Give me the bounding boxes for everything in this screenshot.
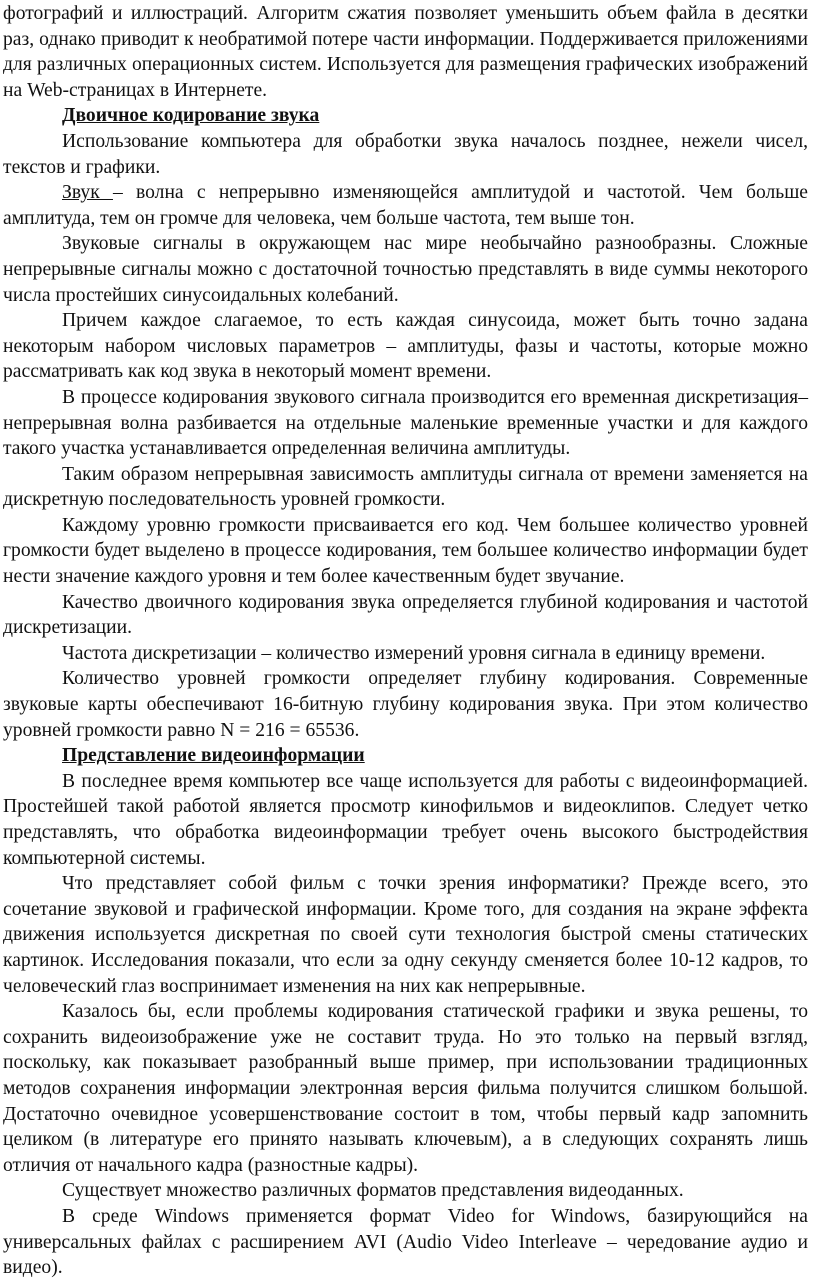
definition-sound: – волна с непрерывно изменяющейся амплитудой и частотой. Чем больше амплитуда, тем он громче для человека, чем больше частота, тем выше тон. [3, 182, 808, 229]
paragraph-sound-intro: Использование компьютера для обработки звука началось позднее, нежели чисел, текстов и графики. [3, 130, 808, 178]
paragraph-sound-definition [3, 180, 808, 231]
paragraph-key-frames: Казалось бы, если проблемы кодирования статической графики и звука решены, то сохранить видеоизображение уже не составит труда. Но это только на первый взгляд, поскольку, как показывает разобранный выше пример, при использовании традиционных методов сохранения информации электронная версия фильма получится слишком большой. Достаточно очевидное усовершенствование состоит в том, чтобы первый кадр запомнить целиком (в литературе его принято называть ключевым), а в следующих сохранять лишь отличия от начального кадра (разностные кадры). [3, 1001, 808, 1176]
section-heading-sound-encoding: Двоичное кодирование звука [62, 105, 320, 127]
paragraph-sinusoid-parameters: Причем каждое слагаемое, то есть каждая синусоида, может быть точно задана некоторым набором числовых параметров – амплитуды, фазы и частоты, которые можно рассматривать как код звука в некоторый момент времени. [3, 310, 808, 383]
paragraph-avi-format: В среде Windows применяется формат Video for Windows, базирующийся на универсальных файлах с расширением AVI (Audio Video Interleave – чередование аудио и видео). [3, 1205, 808, 1279]
paragraph-encoding-quality: Качество двоичного кодирования звука определяется глубиной кодирования и частотой дискретизации. [3, 591, 808, 639]
paragraph-discrete-levels: Таким образом непрерывная зависимость амплитуды сигнала от времени заменяется на дискретную последовательность уровней громкости. [3, 463, 808, 511]
paragraph-sound-signals: Звуковые сигналы в окружающем нас мире необычайно разнообразны. Сложные непрерывные сигналы можно с достаточной точностью представлять в виде суммы некоторого числа простейших синусоидальных колебаний. [3, 233, 808, 306]
paragraph-level-codes: Каждому уровню громкости присваивается его код. Чем большее количество уровней громкости будет выделено в процессе кодирования, тем большее количество информации будет нести значение каждого уровня и тем более качественным будет звучание. [3, 514, 808, 588]
term-sound: Звук [62, 182, 113, 204]
paragraph-time-sampling: В процессе кодирования звукового сигнала производится его временная дискретизация– непрерывная волна разбивается на отдельные маленькие временные участки и для каждого такого участка устанавливается определенная величина амплитуды. [3, 386, 808, 460]
paragraph-film-informatics: Что представляет собой фильм с точки зрения информатики? Прежде всего, это сочетание звуковой и графической информации. Кроме того, для создания на экране эффекта движения используется дискретная по своей сути технология быстрой смены статических картинок. Исследования показали, что если за одну секунду сменяется более 10-12 кадров, то человеческий глаз воспринимает изменения на них как непрерывные. [3, 873, 808, 997]
paragraph-video-intro: В последнее время компьютер все чаще используется для работы с видеоинформацией. Простейшей такой работой является просмотр кинофильмов и видеоклипов. Следует четко представлять, что обработка видеоинформации требует очень высокого быстродействия компьютерной системы. [3, 770, 808, 869]
section-heading-video: Представление видеоинформации [62, 745, 365, 767]
paragraph-sampling-rate: Частота дискретизации – количество измерений уровня сигнала в единицу времени. [62, 642, 766, 664]
paragraph-video-formats: Существует множество различных форматов представления видеоданных. [62, 1180, 684, 1202]
paragraph-jpeg-continuation: фотографий и иллюстраций. Алгоритм сжатия позволяет уменьшить объем файла в десятки раз, однако приводит к необратимой потере части информации. Поддерживается приложениями для различных операционных систем. Используется для размещения графических изображений на Web-страницах в Интернете. [3, 3, 808, 101]
paragraph-encoding-depth: Количество уровней громкости определяет глубину кодирования. Современные звуковые карты обеспечивают 16-битную глубину кодирования звука. При этом количество уровней громкости равно N = 216 = 65536. [3, 668, 808, 741]
